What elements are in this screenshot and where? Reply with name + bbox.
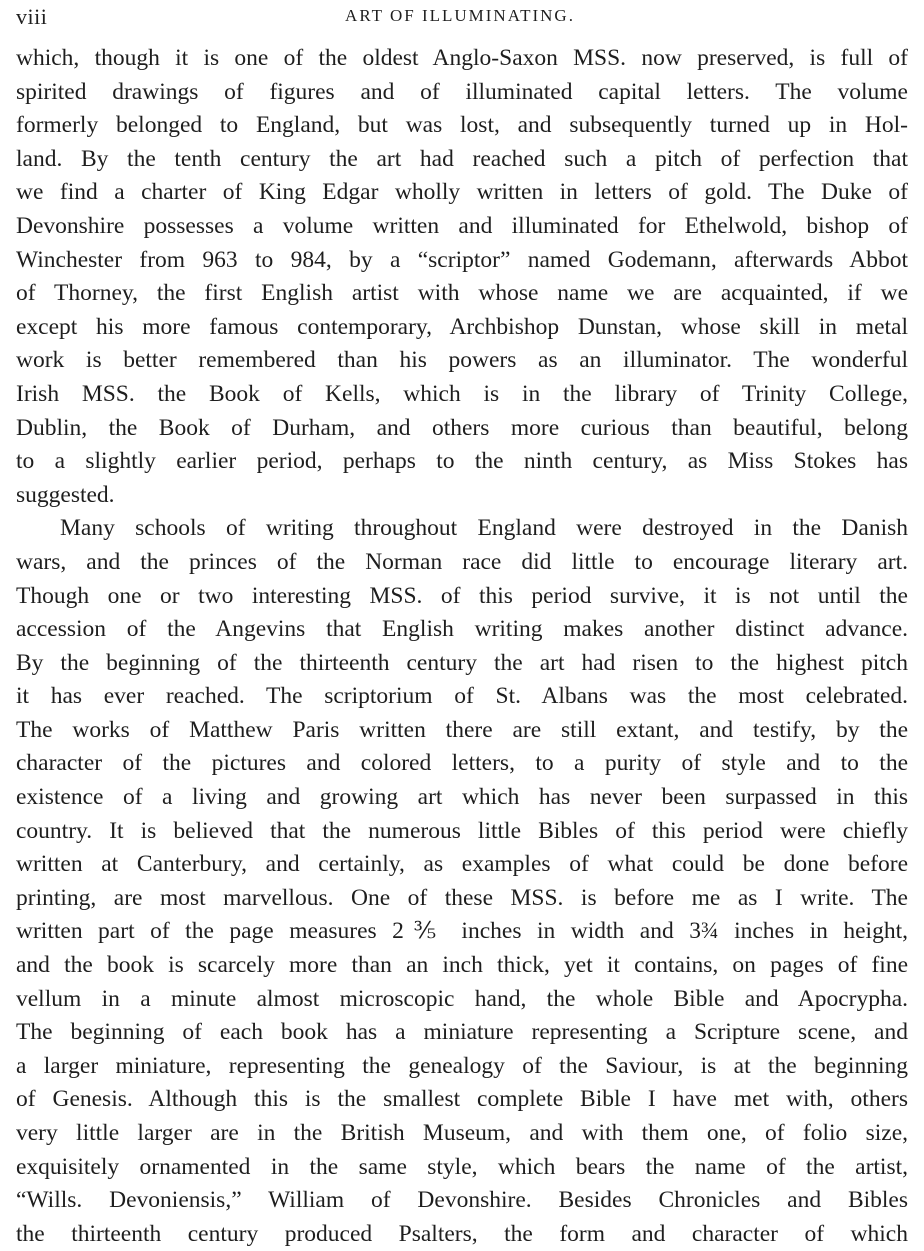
text-line: Winchester from 963 to 984, by a “scriptor” named Godemann, afterwards Abbot <box>16 246 908 273</box>
text-line: and the book is scarcely more than an inch thick, yet it contains, on pages of fine <box>16 952 908 979</box>
text-line: except his more famous contemporary, Archbishop Dunstan, whose skill in metal <box>16 313 908 340</box>
text-line: character of the pictures and colored letters, to a purity of style and to the <box>16 750 908 777</box>
text-line: existence of a living and growing art which has never been surpassed in this <box>16 784 908 811</box>
paragraph <box>16 512 908 1251</box>
text-line: Irish MSS. the Book of Kells, which is in the library of Trinity College, <box>16 380 908 407</box>
text-line: country. It is believed that the numerous little Bibles of this period were chiefly <box>16 817 908 844</box>
running-head <box>16 4 904 34</box>
paragraph <box>16 42 908 512</box>
text-line: “Wills. Devoniensis,” William of Devonshire. Besides Chronicles and Bibles <box>16 1187 908 1214</box>
text-line: of Thorney, the first English artist with whose name we are acquainted, if we <box>16 280 908 307</box>
text-line: printing, are most marvellous. One of these MSS. is before me as I write. The <box>16 884 908 911</box>
text-line: wars, and the princes of the Norman race did little to encourage literary art. <box>16 548 908 575</box>
page-number: viii <box>16 4 48 29</box>
text-line: written part of the page measures 2⅗ inches in width and 3¾ inches in height, <box>16 918 908 945</box>
body-text <box>16 42 908 1251</box>
text-line: very little larger are in the British Museum, and with them one, of folio size, <box>16 1120 908 1146</box>
text-line: accession of the Angevins that English writing makes another distinct advance. <box>16 616 908 643</box>
text-line: By the beginning of the thirteenth century the art had risen to the highest pitch <box>16 649 908 676</box>
text-line: The beginning of each book has a miniature representing a Scripture scene, and <box>16 1019 908 1046</box>
text-line: of Genesis. Although this is the smallest complete Bible I have met with, others <box>16 1086 908 1113</box>
text-line: formerly belonged to England, but was lost, and subsequently turned up in Hol- <box>16 112 908 139</box>
text-line: we find a charter of King Edgar wholly written in letters of gold. The Duke of <box>16 179 908 206</box>
text-line: a larger miniature, representing the genealogy of the Saviour, is at the beginning <box>16 1052 908 1079</box>
text-line: to a slightly earlier period, perhaps to the ninth century, as Miss Stokes has <box>16 448 908 475</box>
text-line: suggested. <box>16 481 115 508</box>
text-line: spirited drawings of figures and of illuminated capital letters. The volume <box>16 78 908 105</box>
text-line: The works of Matthew Paris written there are still extant, and testify, by the <box>16 716 908 743</box>
text-line: which, though it is one of the oldest Anglo-Saxon MSS. now preserved, is full of <box>16 45 908 71</box>
text-line: work is better remembered than his powers as an illuminator. The wonderful <box>16 347 908 374</box>
text-line: exquisitely ornamented in the same style, which bears the name of the artist, <box>16 1153 908 1180</box>
text-line: vellum in a minute almost microscopic hand, the whole Bible and Apocrypha. <box>16 985 908 1012</box>
text-line: Though one or two interesting MSS. of this period survive, it is not until the <box>16 582 908 609</box>
text-line: the thirteenth century produced Psalters, the form and character of which <box>16 1220 908 1247</box>
text-line: it has ever reached. The scriptorium of St. Albans was the most celebrated. <box>16 683 908 710</box>
text-line: written at Canterbury, and certainly, as examples of what could be done before <box>16 851 908 878</box>
text-line: Dublin, the Book of Durham, and others more curious than beautiful, belong <box>16 414 908 441</box>
text-line: Devonshire possesses a volume written and illuminated for Ethelwold, bishop of <box>16 212 908 239</box>
running-title: ART OF ILLUMINATING. <box>345 6 575 25</box>
text-line: land. By the tenth century the art had reached such a pitch of perfection that <box>16 145 908 172</box>
text-line: Many schools of writing throughout England were destroyed in the Danish <box>60 515 908 542</box>
